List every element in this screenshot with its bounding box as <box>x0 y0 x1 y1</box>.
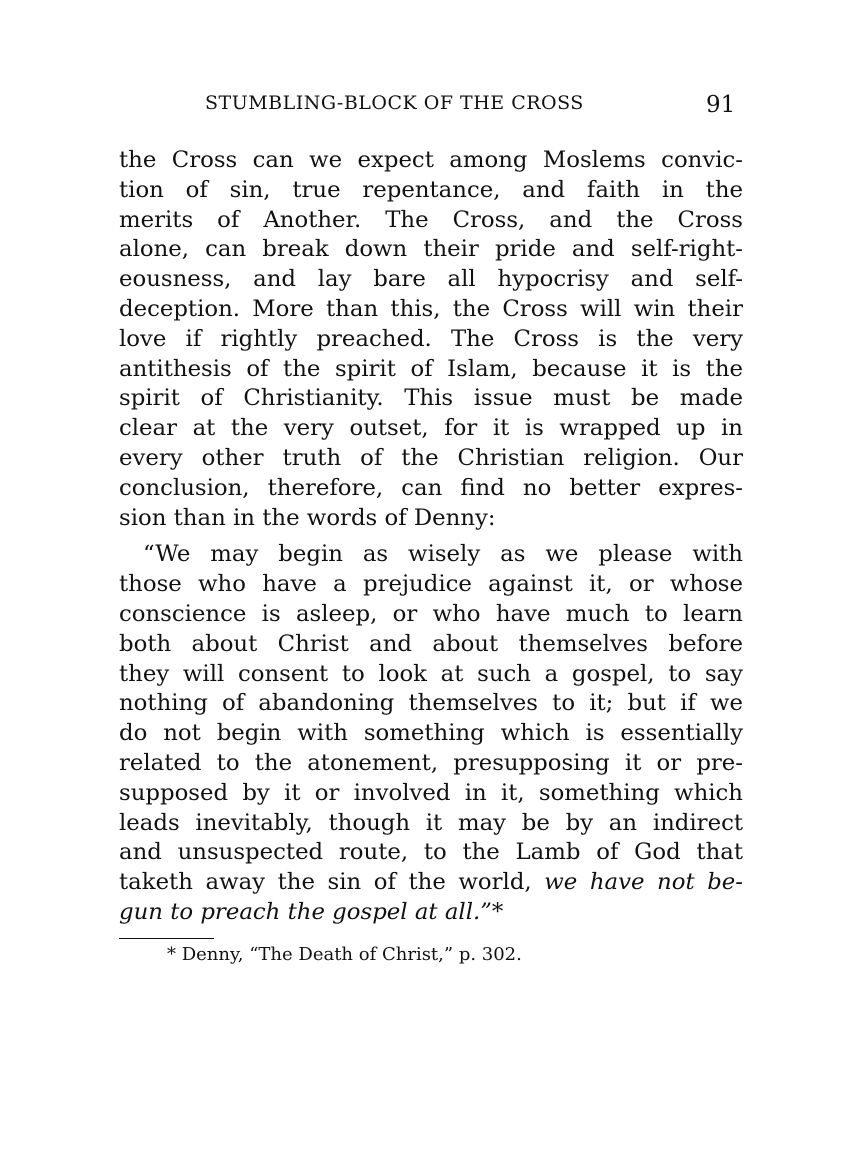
quote-line: and unsuspected route, to the Lamb of God that <box>119 839 743 866</box>
text-line: sion than in the words of Denny: <box>119 504 496 531</box>
quote-line: nothing of abandoning themselves to it; but if we <box>119 690 743 717</box>
text-line: merits of Another. The Cross, and the Cross <box>119 206 743 233</box>
text-line: antithesis of the spirit of Islam, because it is the <box>119 355 743 382</box>
quote-line <box>119 868 743 898</box>
text-line: clear at the very outset, for it is wrapped up in <box>119 415 743 442</box>
page-number: 91 <box>706 92 736 118</box>
footnote: * Denny, “The Death of Christ,” p. 302. <box>167 944 522 965</box>
text-line: tion of sin, true repentance, and faith in the <box>119 176 743 203</box>
quote-line: both about Christ and about themselves before <box>119 630 743 657</box>
footnote-marker: * <box>491 898 504 925</box>
text-line: alone, can break down their pride and self-right- <box>119 236 743 263</box>
quote-line <box>119 898 743 928</box>
quote-italic-text: we have not be- <box>544 869 743 896</box>
quote-line: “We may begin as wisely as we please with <box>143 541 743 568</box>
text-line: eousness, and lay bare all hypocrisy and self- <box>119 266 743 293</box>
text-line: the Cross can we expect among Moslems convic- <box>119 147 743 173</box>
text-line: conclusion, therefore, can find no better expres- <box>119 474 743 501</box>
paragraph-1 <box>119 146 743 533</box>
body-text <box>119 146 743 928</box>
quote-line: conscience is asleep, or who have much to learn <box>119 600 743 627</box>
quote-line: leads inevitably, though it may be by an indirect <box>119 809 743 836</box>
quote-line: do not begin with something which is essentially <box>119 720 743 747</box>
text-line: every other truth of the Christian religion. Our <box>119 444 743 471</box>
text-line: love if rightly preached. The Cross is the very <box>119 325 743 352</box>
footnote-divider <box>119 938 214 939</box>
quote-line: related to the atonement, presupposing it or pre- <box>119 749 743 776</box>
quote-line: those who have a prejudice against it, or whose <box>119 571 743 598</box>
quote-line: supposed by it or involved in it, something which <box>119 779 743 806</box>
text-line: deception. More than this, the Cross will win their <box>119 295 743 322</box>
quote-paragraph <box>119 540 743 927</box>
quote-plain-text: taketh away the sin of the world, <box>119 869 532 896</box>
text-line: spirit of Christianity. This issue must be made <box>119 385 743 412</box>
running-title: STUMBLING-BLOCK OF THE CROSS <box>205 92 584 114</box>
quote-line: they will consent to look at such a gospel, to say <box>119 660 743 687</box>
quote-italic-text: gun to preach the gospel at all.” <box>119 898 492 925</box>
